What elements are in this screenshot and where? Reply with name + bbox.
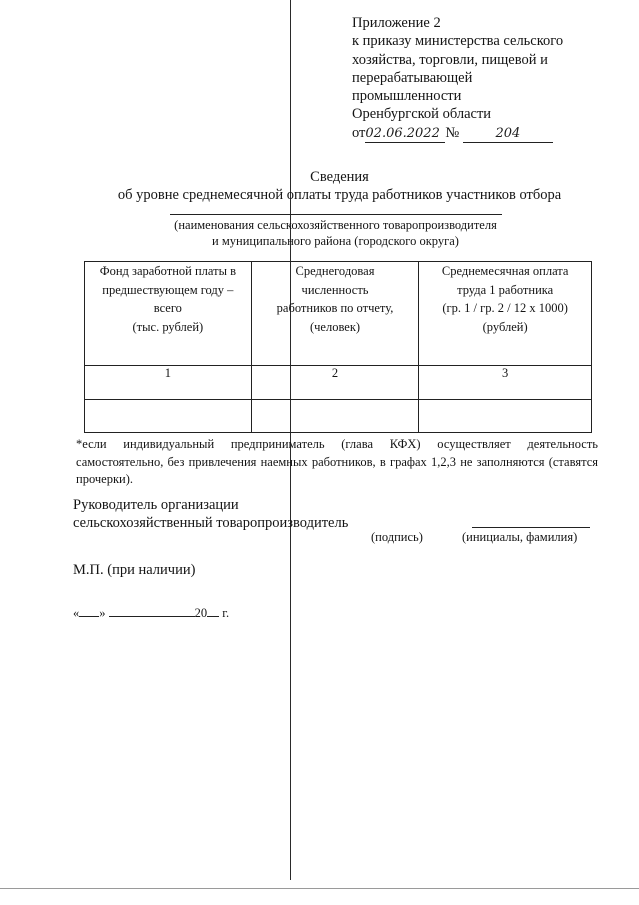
page-edge [0, 888, 639, 889]
document-subtitle: об уровне среднемесячной оплаты труда работников участников отбора [117, 187, 562, 203]
day-blank [79, 604, 99, 617]
signatory-block [73, 496, 348, 532]
number-sign: № [445, 124, 460, 141]
signatory-line-2: сельскохозяйственный товаропроизводитель [73, 515, 349, 531]
year-blank [207, 604, 219, 617]
date-prefix: от [352, 124, 366, 141]
producer-name-line [170, 214, 502, 215]
appendix-line: Оренбургской области [352, 106, 492, 123]
header-cell-wage-fund: Фонд заработной платы в предшествующем году – всего (тыс. рублей) [85, 262, 252, 366]
signatory-line-1: Руководитель организации [73, 497, 239, 513]
appendix-line: хозяйства, торговли, пищевой и [352, 51, 548, 68]
column-number: 3 [419, 366, 592, 400]
table-cell [419, 400, 592, 433]
signature-caption: (подпись) [371, 530, 423, 544]
order-number-field [463, 125, 553, 143]
appendix-line: к приказу министерства сельского [352, 33, 564, 50]
initials-caption: (инициалы, фамилия) [462, 530, 578, 544]
appendix-date-row [352, 124, 612, 143]
table-cell [85, 400, 252, 433]
appendix-block [352, 14, 612, 143]
column-number: 1 [85, 366, 252, 400]
column-number: 2 [251, 366, 419, 400]
appendix-line: перерабатывающей [352, 69, 473, 86]
header-cell-avg-wage: Среднемесячная оплата труда 1 работника (гр. 1 / гр. 2 / 12 х 1000) (рублей) [419, 262, 592, 366]
wage-data-table [84, 261, 592, 433]
table-header-row [85, 262, 592, 366]
column-number-row [85, 366, 592, 400]
appendix-line: Приложение 2 [352, 15, 441, 31]
appendix-line: промышленности [352, 88, 462, 105]
order-number-handwritten: 204 [495, 125, 521, 141]
order-date-field [365, 125, 445, 143]
stamp-label: М.П. (при наличии) [73, 562, 196, 578]
signing-date-row: « » 20 г. [73, 606, 230, 620]
month-blank [109, 604, 195, 617]
document-title: Сведения [310, 169, 369, 185]
table-cell [251, 400, 419, 433]
table-row [85, 400, 592, 433]
order-date-handwritten: 02.06.2022 [365, 125, 440, 141]
header-cell-headcount: Среднегодовая численность работников по отчету, (человек) [251, 262, 419, 366]
footnote: *если индивидуальный предприниматель (глава КФХ) осуществляет деятельность самостоятельно, без привлечения наемных работников, в графах 1,2,3 не заполняются (ставятся прочерки). [76, 437, 598, 486]
district-caption: и муниципального района (городского округа) [212, 234, 459, 248]
producer-name-caption: (наименования сельскохозяйственного товаропроизводителя [174, 218, 497, 232]
fio-line [472, 527, 590, 528]
